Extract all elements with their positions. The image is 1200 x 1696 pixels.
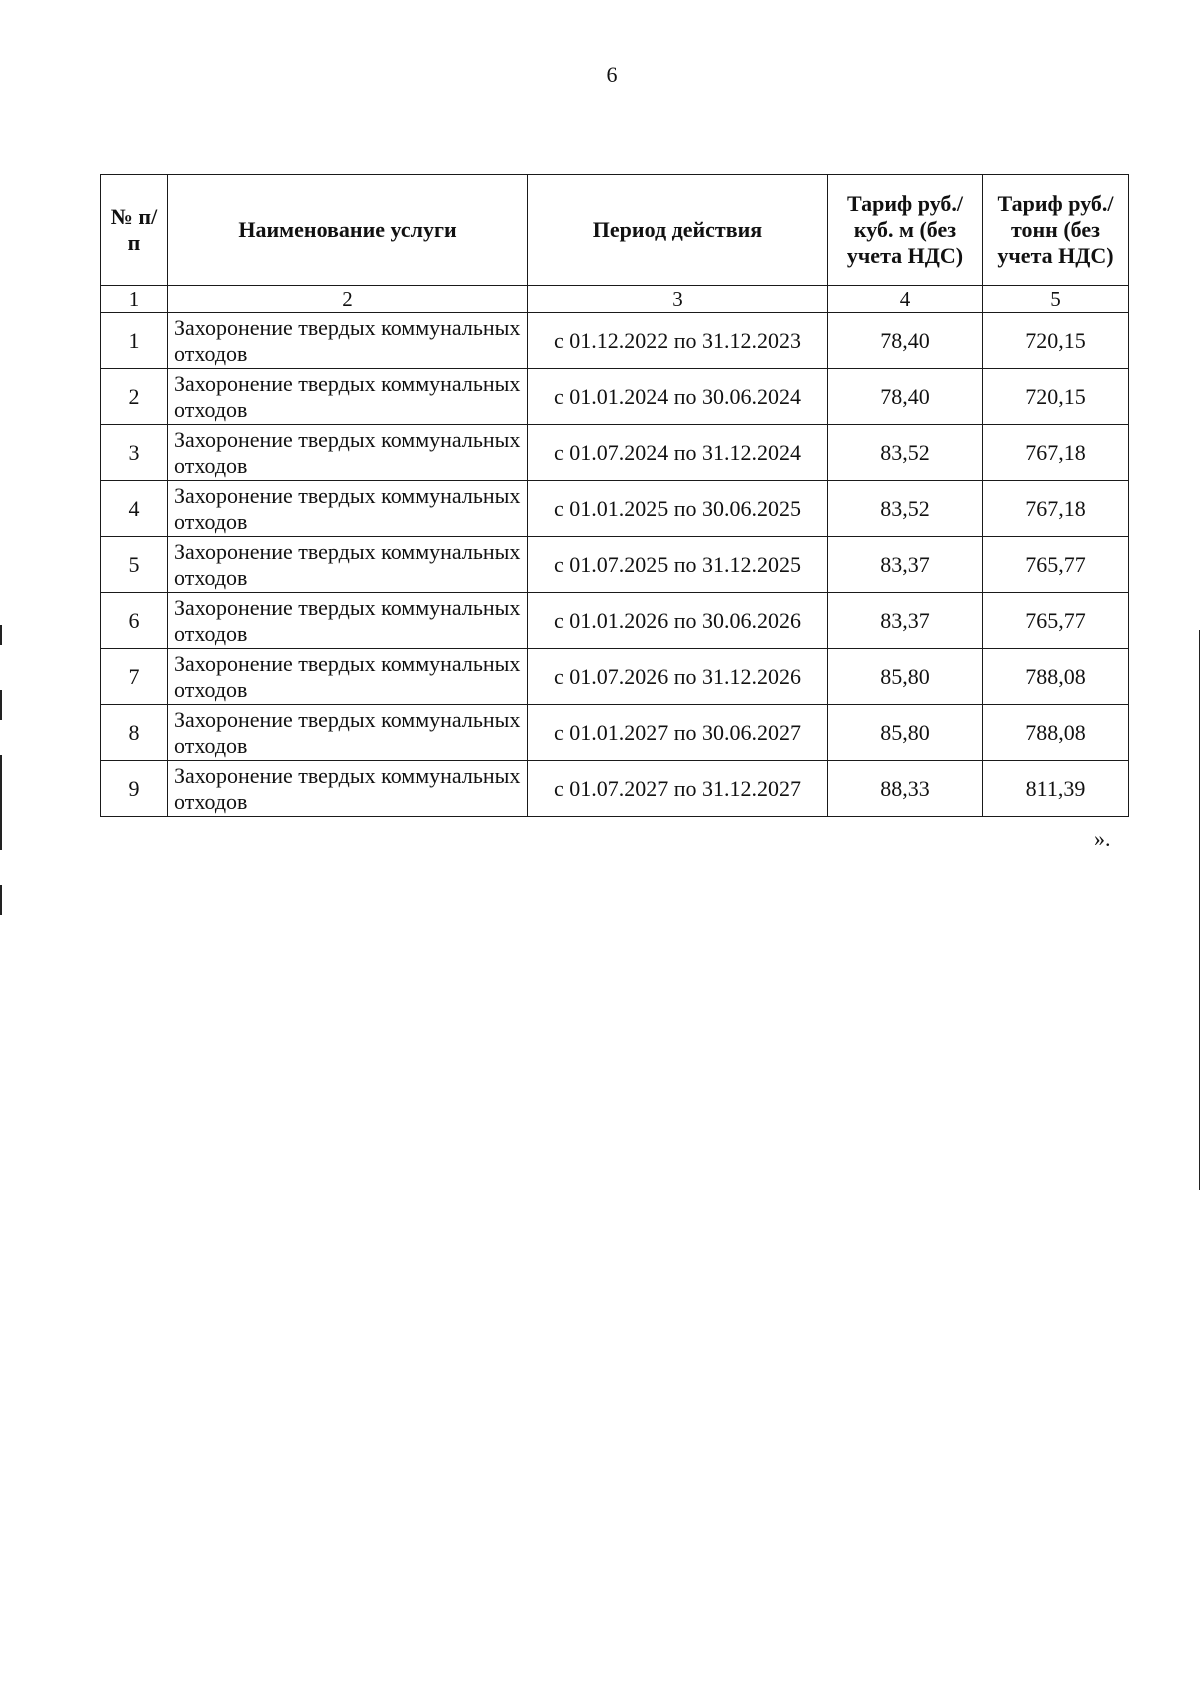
row-number: 8 [101, 705, 168, 761]
column-number: 1 [101, 286, 168, 313]
row-number: 1 [101, 313, 168, 369]
tariff-per-ton: 720,15 [983, 369, 1129, 425]
scan-edge-mark [0, 625, 2, 645]
table-row [101, 425, 1129, 481]
tariff-per-m3: 83,37 [828, 537, 983, 593]
validity-period: с 01.01.2026 по 30.06.2026 [528, 593, 828, 649]
tariff-table [100, 174, 1129, 817]
validity-period: с 01.01.2024 по 30.06.2024 [528, 369, 828, 425]
header-num: № п/п [101, 175, 168, 286]
validity-period: с 01.01.2027 по 30.06.2027 [528, 705, 828, 761]
tariff-per-ton: 788,08 [983, 649, 1129, 705]
tariff-per-m3: 83,52 [828, 481, 983, 537]
service-name: Захоронение твердых коммунальных отходов [168, 761, 528, 817]
validity-period: с 01.07.2025 по 31.12.2025 [528, 537, 828, 593]
page-number: 6 [606, 62, 618, 87]
header-period: Период действия [528, 175, 828, 286]
tariff-per-m3: 83,52 [828, 425, 983, 481]
column-number: 4 [828, 286, 983, 313]
row-number: 7 [101, 649, 168, 705]
row-number: 2 [101, 369, 168, 425]
column-number: 5 [983, 286, 1129, 313]
table-row [101, 649, 1129, 705]
column-number: 2 [168, 286, 528, 313]
table-row [101, 537, 1129, 593]
tariff-per-m3: 83,37 [828, 593, 983, 649]
service-name: Захоронение твердых коммунальных отходов [168, 369, 528, 425]
validity-period: с 01.07.2027 по 31.12.2027 [528, 761, 828, 817]
validity-period: с 01.07.2024 по 31.12.2024 [528, 425, 828, 481]
row-number: 6 [101, 593, 168, 649]
tariff-per-ton: 767,18 [983, 425, 1129, 481]
tariff-per-m3: 78,40 [828, 369, 983, 425]
tariff-per-ton: 765,77 [983, 593, 1129, 649]
tariff-per-m3: 78,40 [828, 313, 983, 369]
row-number: 4 [101, 481, 168, 537]
validity-period: с 01.12.2022 по 31.12.2023 [528, 313, 828, 369]
service-name: Захоронение твердых коммунальных отходов [168, 537, 528, 593]
tariff-per-m3: 85,80 [828, 705, 983, 761]
row-number: 3 [101, 425, 168, 481]
table-row [101, 369, 1129, 425]
column-number: 3 [528, 286, 828, 313]
validity-period: с 01.07.2026 по 31.12.2026 [528, 649, 828, 705]
header-tariff-ton: Тариф руб./тонн (без учета НДС) [983, 175, 1129, 286]
scan-edge-mark [0, 690, 2, 720]
row-number: 9 [101, 761, 168, 817]
header-tariff-m3: Тариф руб./куб. м (без учета НДС) [828, 175, 983, 286]
service-name: Захоронение твердых коммунальных отходов [168, 481, 528, 537]
table-header-row [101, 175, 1129, 286]
table-row [101, 313, 1129, 369]
table-row [101, 593, 1129, 649]
tariff-per-m3: 88,33 [828, 761, 983, 817]
table-row [101, 481, 1129, 537]
tariff-per-ton: 788,08 [983, 705, 1129, 761]
tariff-per-ton: 767,18 [983, 481, 1129, 537]
column-numbers-row [101, 286, 1129, 313]
service-name: Захоронение твердых коммунальных отходов [168, 425, 528, 481]
scan-edge-mark [0, 755, 2, 850]
closing-quote: ». [1094, 826, 1111, 851]
table-row [101, 761, 1129, 817]
service-name: Захоронение твердых коммунальных отходов [168, 705, 528, 761]
service-name: Захоронение твердых коммунальных отходов [168, 649, 528, 705]
row-number: 5 [101, 537, 168, 593]
table-row [101, 705, 1129, 761]
tariff-per-m3: 85,80 [828, 649, 983, 705]
service-name: Захоронение твердых коммунальных отходов [168, 313, 528, 369]
tariff-per-ton: 811,39 [983, 761, 1129, 817]
service-name: Захоронение твердых коммунальных отходов [168, 593, 528, 649]
tariff-per-ton: 765,77 [983, 537, 1129, 593]
tariff-per-ton: 720,15 [983, 313, 1129, 369]
scan-edge-mark [0, 885, 2, 915]
validity-period: с 01.01.2025 по 30.06.2025 [528, 481, 828, 537]
header-service-name: Наименование услуги [168, 175, 528, 286]
